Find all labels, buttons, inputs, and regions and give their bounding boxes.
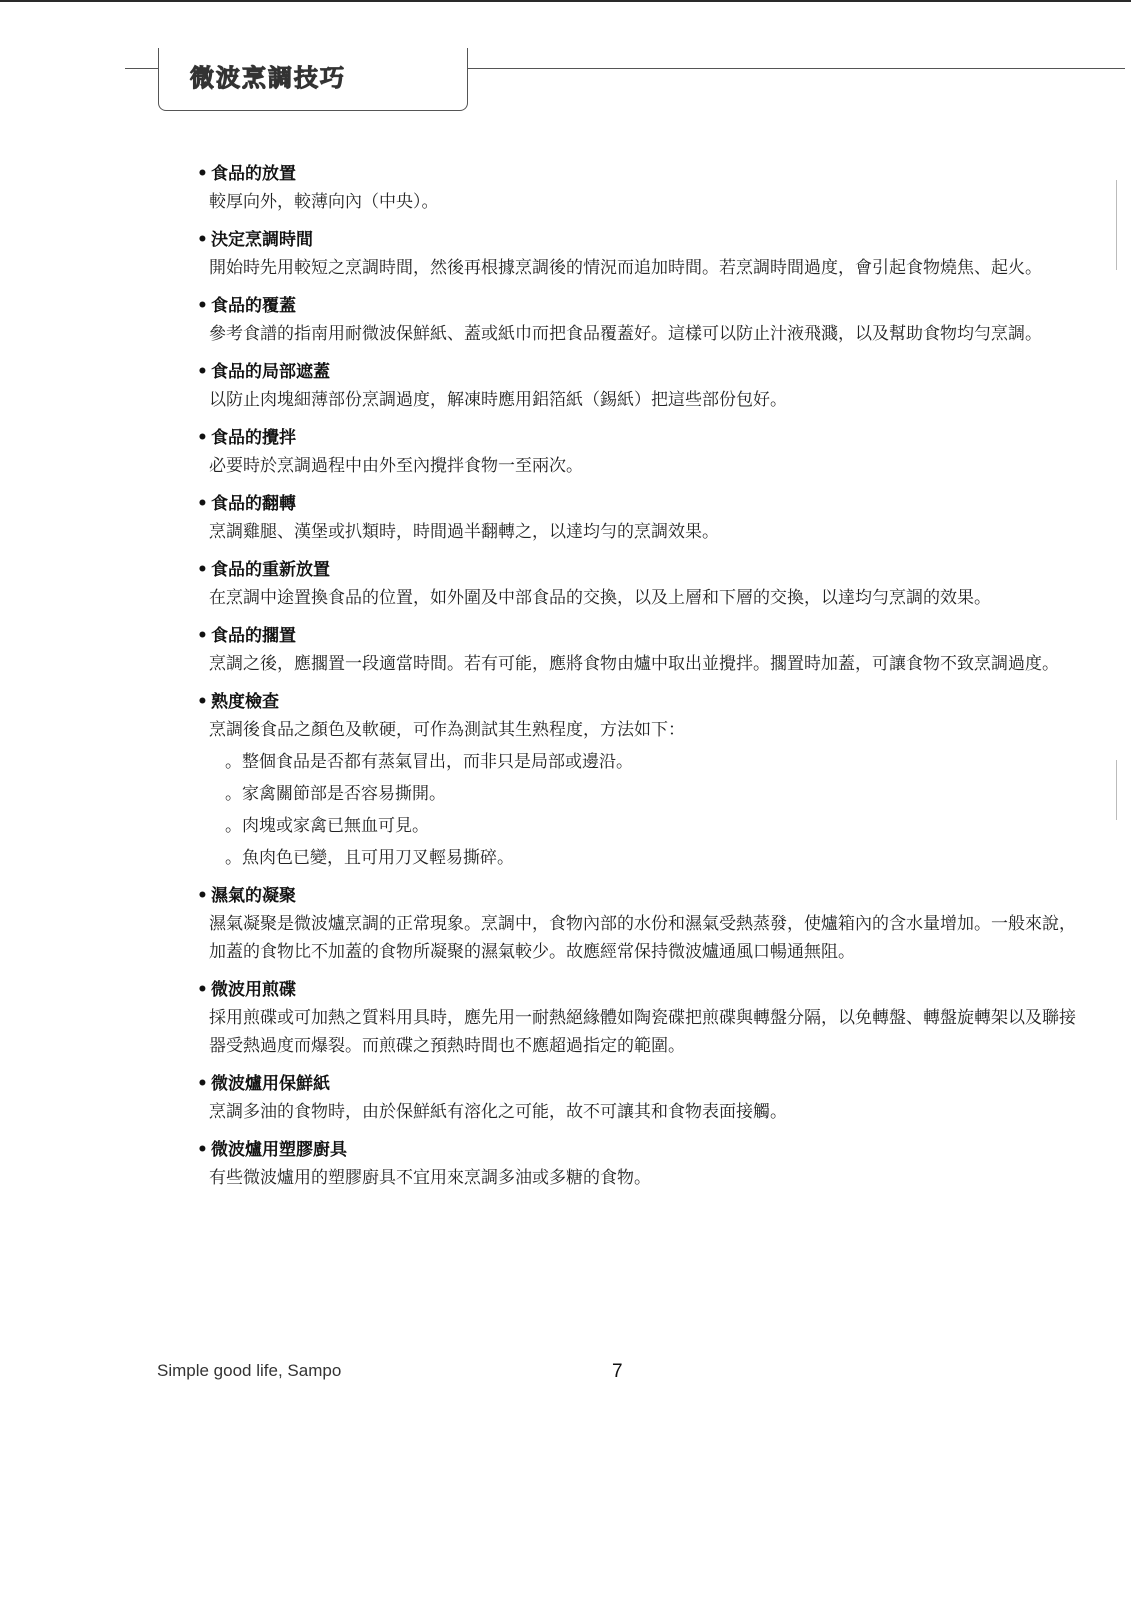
tip-body: 烹調之後，應擱置一段適當時間。若有可能，應將食物由爐中取出並攪拌。擱置時加蓋，可讓食物不致烹調過度。 <box>209 654 1059 674</box>
bullet-icon: • <box>197 1140 208 1160</box>
tip-heading-text: 食品的局部遮蓋 <box>211 362 330 382</box>
page-number: 7 <box>612 1361 623 1382</box>
tip-body: 必要時於烹調過程中由外至內攪拌食物一至兩次。 <box>209 456 583 476</box>
bullet-icon: • <box>197 494 208 514</box>
bullet-icon: • <box>197 1074 208 1094</box>
tip-body: 參考食譜的指南用耐微波保鮮紙、蓋或紙巾而把食品覆蓋好。這樣可以防止汁液飛濺，以及幫助食物均勻烹調。 <box>209 324 1042 344</box>
tip-body: 烹調多油的食物時，由於保鮮紙有溶化之可能，故不可讓其和食物表面接觸。 <box>209 1102 787 1122</box>
tip-section <box>197 490 1077 546</box>
tip-body: 以防止肉塊細薄部份烹調過度，解凍時應用鋁箔紙（錫紙）把這些部份包好。 <box>209 390 787 410</box>
check-item: 。魚肉色已變，且可用刀叉輕易撕碎。 <box>225 848 514 868</box>
bullet-icon: • <box>197 980 208 1000</box>
tip-heading <box>197 358 1077 386</box>
tip-heading-text: 食品的重新放置 <box>211 560 330 580</box>
bullet-icon: • <box>197 230 208 250</box>
tip-section <box>197 226 1077 282</box>
tip-section <box>197 622 1077 678</box>
bullet-icon: • <box>197 886 208 906</box>
check-item: 。肉塊或家禽已無血可見。 <box>225 816 429 836</box>
bullet-icon: • <box>197 164 208 184</box>
scan-edge-mark <box>1116 180 1117 270</box>
tip-heading-text: 食品的放置 <box>211 164 296 184</box>
tip-section <box>197 688 1077 872</box>
tip-heading-text: 微波用煎碟 <box>211 980 296 1000</box>
tip-section <box>197 1136 1077 1192</box>
tip-heading <box>197 1070 1077 1098</box>
bullet-icon: • <box>197 362 208 382</box>
tip-heading-text: 微波爐用塑膠廚具 <box>211 1140 347 1160</box>
tip-heading-text: 食品的覆蓋 <box>211 296 296 316</box>
tip-heading-text: 食品的攪拌 <box>211 428 296 448</box>
tip-heading-text: 熟度檢查 <box>211 692 279 712</box>
tip-section <box>197 292 1077 348</box>
check-item: 。整個食品是否都有蒸氣冒出，而非只是局部或邊沿。 <box>225 752 633 772</box>
tip-body: 有些微波爐用的塑膠廚具不宜用來烹調多油或多糖的食物。 <box>209 1168 651 1188</box>
tip-heading-text: 濕氣的凝聚 <box>211 886 296 906</box>
tip-section <box>197 556 1077 612</box>
tip-heading <box>197 424 1077 452</box>
top-border <box>0 0 1131 2</box>
bullet-icon: • <box>197 626 208 646</box>
tip-section <box>197 882 1077 966</box>
tip-heading-text: 微波爐用保鮮紙 <box>211 1074 330 1094</box>
tip-heading <box>197 226 1077 254</box>
content <box>197 160 1077 1202</box>
tip-heading <box>197 160 1077 188</box>
tip-heading <box>197 292 1077 320</box>
footer-brand: Simple good life, Sampo <box>157 1361 342 1380</box>
tip-heading-text: 決定烹調時間 <box>211 230 313 250</box>
tip-section <box>197 160 1077 216</box>
tip-body: 採用煎碟或可加熱之質料用具時，應先用一耐熱絕緣體如陶瓷碟把煎碟與轉盤分隔，以免轉盤、轉盤旋轉架以及聯接器受熱過度而爆裂。而煎碟之預熱時間也不應超過指定的範圍。 <box>209 1008 1076 1056</box>
tip-heading <box>197 622 1077 650</box>
tip-heading-text: 食品的擱置 <box>211 626 296 646</box>
tip-body: 開始時先用較短之烹調時間，然後再根據烹調後的情況而追加時間。若烹調時間過度，會引起食物燒焦、起火。 <box>209 258 1042 278</box>
tip-body: 烹調雞腿、漢堡或扒類時，時間過半翻轉之，以達均勻的烹調效果。 <box>209 522 719 542</box>
tip-heading <box>197 882 1077 910</box>
tip-heading <box>197 490 1077 518</box>
tip-section <box>197 1070 1077 1126</box>
bullet-icon: • <box>197 560 208 580</box>
tip-section <box>197 424 1077 480</box>
tip-body: 濕氣凝聚是微波爐烹調的正常現象。烹調中，食物內部的水份和濕氣受熱蒸發，使爐箱內的含水量增加。一般來說，加蓋的食物比不加蓋的食物所凝聚的濕氣較少。故應經常保持微波爐通風口暢通無阻。 <box>209 914 1076 962</box>
bullet-icon: • <box>197 296 208 316</box>
tip-heading <box>197 556 1077 584</box>
tip-heading-text: 食品的翻轉 <box>211 494 296 514</box>
bullet-icon: • <box>197 428 208 448</box>
bullet-icon: • <box>197 692 208 712</box>
tip-body: 較厚向外，較薄向內（中央）。 <box>209 192 439 212</box>
tip-heading <box>197 688 1077 716</box>
scan-edge-mark <box>1116 760 1117 820</box>
tip-heading <box>197 1136 1077 1164</box>
page-title: 微波烹調技巧 <box>190 64 346 92</box>
tip-heading <box>197 976 1077 1004</box>
tip-section <box>197 358 1077 414</box>
check-item: 。家禽關節部是否容易撕開。 <box>225 784 446 804</box>
tip-section <box>197 976 1077 1060</box>
tip-body: 在烹調中途置換食品的位置，如外圍及中部食品的交換，以及上層和下層的交換，以達均勻烹調的效果。 <box>209 588 991 608</box>
tip-body: 烹調後食品之顏色及軟硬，可作為測試其生熟程度，方法如下： <box>209 720 685 740</box>
